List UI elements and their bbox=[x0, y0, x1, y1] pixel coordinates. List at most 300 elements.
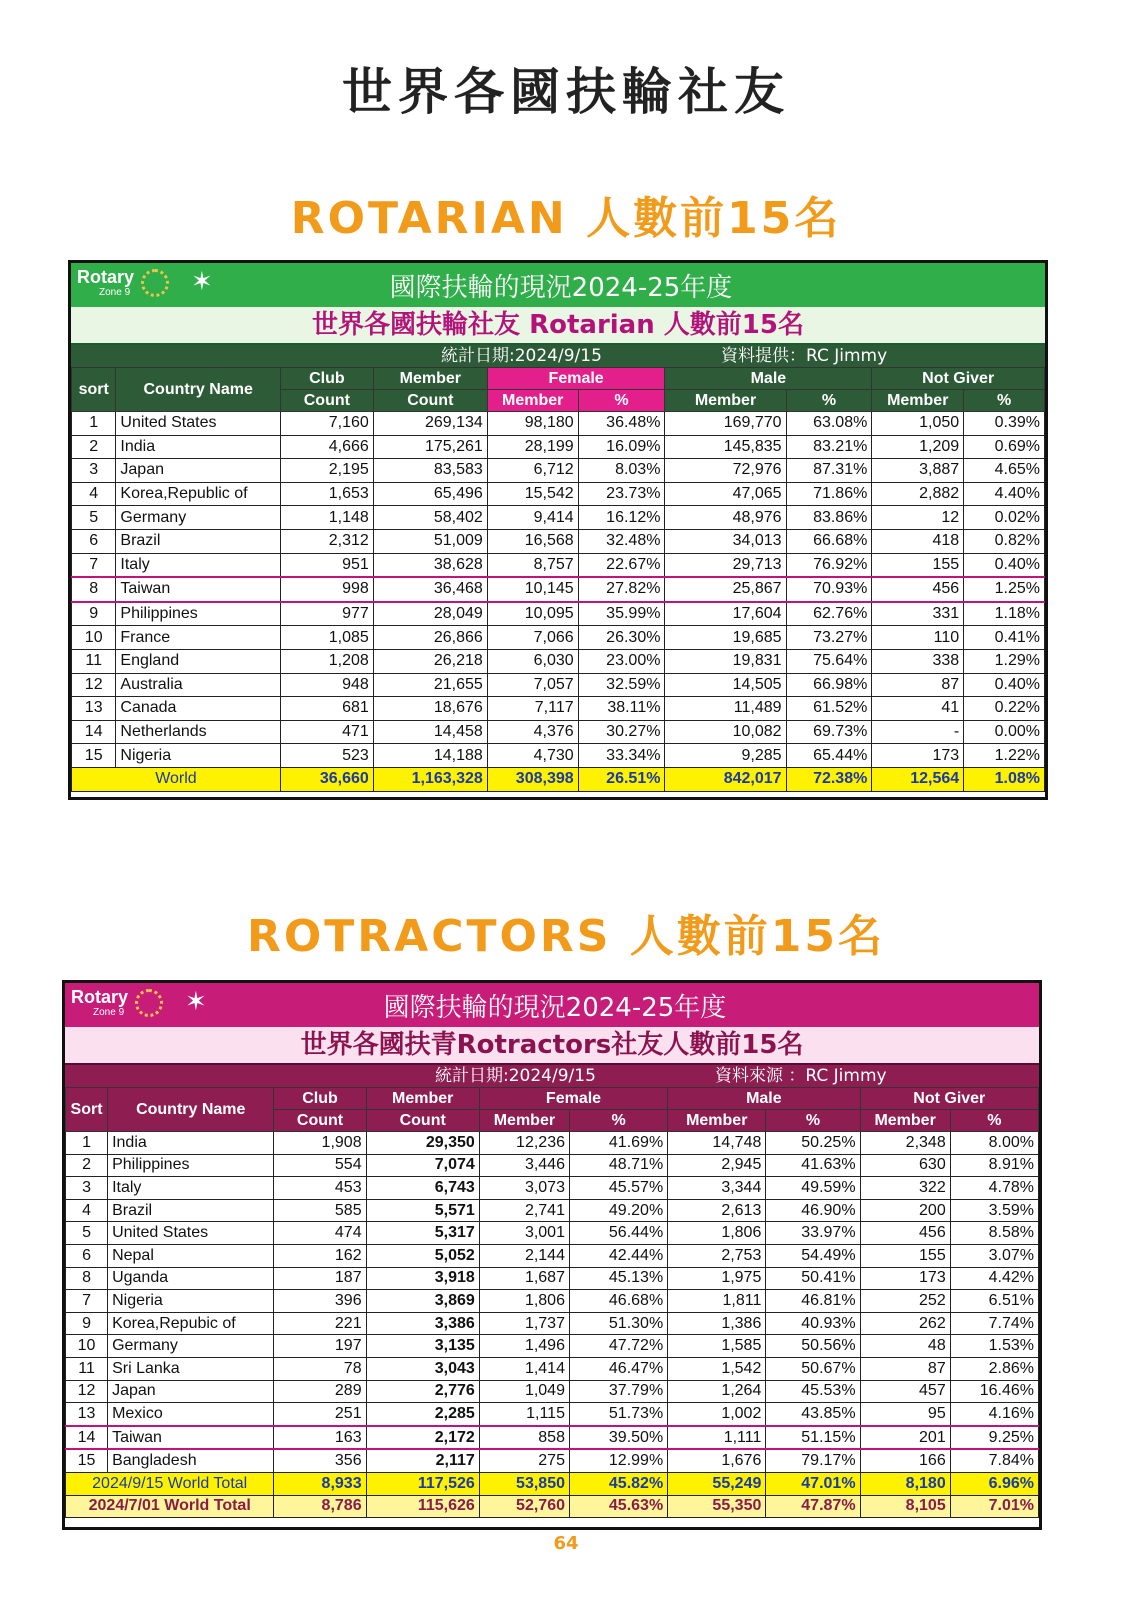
value-cell: 0.00% bbox=[964, 720, 1045, 744]
cell: 12,564 bbox=[872, 767, 964, 791]
value-cell: 12.99% bbox=[569, 1449, 667, 1472]
value-cell: 269,134 bbox=[373, 412, 487, 436]
value-cell: 28,049 bbox=[373, 602, 487, 626]
value-cell: 0.02% bbox=[964, 506, 1045, 530]
value-cell: 1,806 bbox=[479, 1290, 569, 1313]
rank-cell: 8 bbox=[66, 1267, 108, 1290]
col-club-count: Count bbox=[280, 390, 373, 412]
value-cell: 1,542 bbox=[668, 1357, 766, 1380]
value-cell: 155 bbox=[860, 1244, 950, 1267]
table-row bbox=[66, 1244, 1039, 1267]
value-cell: 1,264 bbox=[668, 1380, 766, 1403]
rotary-wheel-icon bbox=[135, 989, 163, 1017]
value-cell: 7.84% bbox=[950, 1449, 1038, 1472]
value-cell: 331 bbox=[872, 602, 964, 626]
rotarian-world-row bbox=[72, 767, 1045, 791]
cell: 55,350 bbox=[668, 1495, 766, 1518]
cell: 47.87% bbox=[766, 1495, 860, 1518]
value-cell: 173 bbox=[860, 1267, 950, 1290]
value-cell: 23.00% bbox=[578, 649, 665, 673]
value-cell: 33.34% bbox=[578, 744, 665, 768]
value-cell: 145,835 bbox=[665, 435, 786, 459]
value-cell: 22.67% bbox=[578, 553, 665, 577]
rotarian-subtitle: 世界各國扶輪社友 Rotarian 人數前15名 bbox=[71, 307, 1045, 345]
col-ng-member: Member bbox=[860, 1110, 950, 1132]
value-cell: 175,261 bbox=[373, 435, 487, 459]
value-cell: 3,887 bbox=[872, 459, 964, 483]
rotaract-table bbox=[65, 1087, 1039, 1518]
value-cell: 38,628 bbox=[373, 553, 487, 577]
table-row bbox=[66, 1357, 1039, 1380]
rank-cell: 6 bbox=[72, 529, 116, 553]
value-cell: 19,685 bbox=[665, 626, 786, 650]
value-cell: 66.68% bbox=[786, 529, 872, 553]
magic-star-icon: ✶ bbox=[185, 987, 207, 1017]
country-cell: Italy bbox=[108, 1177, 274, 1200]
rotaract-info-bar bbox=[65, 1065, 1039, 1087]
value-cell: 6,743 bbox=[366, 1177, 479, 1200]
value-cell: 43.85% bbox=[766, 1403, 860, 1426]
cell: World bbox=[72, 767, 281, 791]
country-cell: Australia bbox=[116, 673, 281, 697]
country-cell: India bbox=[108, 1132, 274, 1155]
value-cell: 4.42% bbox=[950, 1267, 1038, 1290]
value-cell: 163 bbox=[274, 1426, 366, 1450]
value-cell: 76.92% bbox=[786, 553, 872, 577]
value-cell: 1.22% bbox=[964, 744, 1045, 768]
value-cell: 34,013 bbox=[665, 529, 786, 553]
value-cell: 98,180 bbox=[487, 412, 578, 436]
value-cell: 3.59% bbox=[950, 1199, 1038, 1222]
value-cell: 1,975 bbox=[668, 1267, 766, 1290]
col-ng-member: Member bbox=[872, 390, 964, 412]
value-cell: 50.41% bbox=[766, 1267, 860, 1290]
value-cell: 58,402 bbox=[373, 506, 487, 530]
rank-cell: 12 bbox=[66, 1380, 108, 1403]
value-cell: 554 bbox=[274, 1154, 366, 1177]
rank-cell: 4 bbox=[66, 1199, 108, 1222]
col-male: Male bbox=[665, 368, 872, 390]
value-cell: 39.50% bbox=[569, 1426, 667, 1450]
rank-cell: 11 bbox=[72, 649, 116, 673]
rank-cell: 5 bbox=[72, 506, 116, 530]
value-cell: 83.86% bbox=[786, 506, 872, 530]
table-row bbox=[72, 697, 1045, 721]
value-cell: 0.39% bbox=[964, 412, 1045, 436]
col-club-count: Count bbox=[274, 1110, 366, 1132]
rotary-logo bbox=[71, 269, 197, 301]
value-cell: 66.98% bbox=[786, 673, 872, 697]
data-source: 資料來源 ：RC Jimmy bbox=[715, 1066, 887, 1086]
value-cell: 83,583 bbox=[373, 459, 487, 483]
stat-date: 統計日期:2024/9/15 bbox=[441, 346, 602, 366]
value-cell: 2,172 bbox=[366, 1426, 479, 1450]
value-cell: 28,199 bbox=[487, 435, 578, 459]
table-row bbox=[66, 1267, 1039, 1290]
value-cell: 87.31% bbox=[786, 459, 872, 483]
country-cell: France bbox=[116, 626, 281, 650]
country-cell: Italy bbox=[116, 553, 281, 577]
value-cell: 1,085 bbox=[280, 626, 373, 650]
rotaract-table-card bbox=[62, 980, 1042, 1530]
rank-cell: 2 bbox=[72, 435, 116, 459]
value-cell: 40.93% bbox=[766, 1312, 860, 1335]
rank-cell: 2 bbox=[66, 1154, 108, 1177]
country-cell: Canada bbox=[116, 697, 281, 721]
country-cell: Brazil bbox=[108, 1199, 274, 1222]
table-row bbox=[66, 1290, 1039, 1313]
value-cell: 2,945 bbox=[668, 1154, 766, 1177]
value-cell: 12 bbox=[872, 506, 964, 530]
value-cell: 162 bbox=[274, 1244, 366, 1267]
country-cell: Netherlands bbox=[116, 720, 281, 744]
value-cell: 8,757 bbox=[487, 553, 578, 577]
value-cell: 3,135 bbox=[366, 1335, 479, 1358]
value-cell: 289 bbox=[274, 1380, 366, 1403]
stat-date: 統計日期:2024/9/15 bbox=[435, 1066, 596, 1086]
value-cell: 14,505 bbox=[665, 673, 786, 697]
value-cell: 63.08% bbox=[786, 412, 872, 436]
value-cell: 32.48% bbox=[578, 529, 665, 553]
table-row bbox=[72, 720, 1045, 744]
value-cell: 2.86% bbox=[950, 1357, 1038, 1380]
value-cell: 45.53% bbox=[766, 1380, 860, 1403]
table-row bbox=[72, 673, 1045, 697]
zone-label: Zone 9 bbox=[99, 287, 131, 298]
cell: 2024/7/01 World Total bbox=[66, 1495, 274, 1518]
value-cell: 87 bbox=[860, 1357, 950, 1380]
table-row bbox=[66, 1426, 1039, 1450]
value-cell: 1,806 bbox=[668, 1222, 766, 1245]
value-cell: 12,236 bbox=[479, 1132, 569, 1155]
cell: 26.51% bbox=[578, 767, 665, 791]
value-cell: 16.09% bbox=[578, 435, 665, 459]
col-female-member: Member bbox=[479, 1110, 569, 1132]
rank-cell: 9 bbox=[66, 1312, 108, 1335]
value-cell: 356 bbox=[274, 1449, 366, 1472]
value-cell: 69.73% bbox=[786, 720, 872, 744]
value-cell: 75.64% bbox=[786, 649, 872, 673]
rotaract-header-band bbox=[65, 983, 1039, 1027]
zone-label: Zone 9 bbox=[93, 1007, 125, 1018]
value-cell: 2,348 bbox=[860, 1132, 950, 1155]
value-cell: 0.41% bbox=[964, 626, 1045, 650]
cell: 45.82% bbox=[569, 1472, 667, 1495]
value-cell: 456 bbox=[860, 1222, 950, 1245]
value-cell: 14,748 bbox=[668, 1132, 766, 1155]
value-cell: 1,585 bbox=[668, 1335, 766, 1358]
value-cell: 54.49% bbox=[766, 1244, 860, 1267]
table-row bbox=[66, 1222, 1039, 1245]
value-cell: 16.12% bbox=[578, 506, 665, 530]
country-cell: United States bbox=[108, 1222, 274, 1245]
value-cell: 1,653 bbox=[280, 482, 373, 506]
value-cell: 0.82% bbox=[964, 529, 1045, 553]
col-club: Club bbox=[280, 368, 373, 390]
value-cell: 6.51% bbox=[950, 1290, 1038, 1313]
table-row bbox=[72, 602, 1045, 626]
rank-cell: 14 bbox=[66, 1426, 108, 1450]
value-cell: 187 bbox=[274, 1267, 366, 1290]
value-cell: 8.03% bbox=[578, 459, 665, 483]
rotary-wheel-icon bbox=[141, 269, 169, 297]
value-cell: 275 bbox=[479, 1449, 569, 1472]
table-row bbox=[72, 482, 1045, 506]
value-cell: 2,613 bbox=[668, 1199, 766, 1222]
value-cell: 26.30% bbox=[578, 626, 665, 650]
table-row bbox=[66, 1449, 1039, 1472]
table-row bbox=[72, 649, 1045, 673]
value-cell: 83.21% bbox=[786, 435, 872, 459]
value-cell: 25,867 bbox=[665, 577, 786, 602]
table-row bbox=[72, 459, 1045, 483]
country-cell: Taiwan bbox=[108, 1426, 274, 1450]
rotary-logo-text: Rotary bbox=[77, 267, 135, 287]
value-cell: 62.76% bbox=[786, 602, 872, 626]
cell: 7.01% bbox=[950, 1495, 1038, 1518]
value-cell: 9,414 bbox=[487, 506, 578, 530]
value-cell: 7,066 bbox=[487, 626, 578, 650]
value-cell: 3,386 bbox=[366, 1312, 479, 1335]
value-cell: 1,148 bbox=[280, 506, 373, 530]
value-cell: 78 bbox=[274, 1357, 366, 1380]
col-not-giver: Not Giver bbox=[872, 368, 1045, 390]
rank-cell: 6 bbox=[66, 1244, 108, 1267]
col-not-giver: Not Giver bbox=[860, 1088, 1038, 1110]
country-cell: Sri Lanka bbox=[108, 1357, 274, 1380]
value-cell: 1,209 bbox=[872, 435, 964, 459]
country-cell: Mexico bbox=[108, 1403, 274, 1426]
rotarian-table bbox=[71, 367, 1045, 792]
col-male-member: Member bbox=[668, 1110, 766, 1132]
value-cell: 65,496 bbox=[373, 482, 487, 506]
value-cell: 252 bbox=[860, 1290, 950, 1313]
rank-cell: 11 bbox=[66, 1357, 108, 1380]
col-ng-pct: % bbox=[964, 390, 1045, 412]
value-cell: 49.59% bbox=[766, 1177, 860, 1200]
value-cell: 56.44% bbox=[569, 1222, 667, 1245]
country-cell: England bbox=[116, 649, 281, 673]
col-member-count: Member bbox=[373, 368, 487, 390]
value-cell: 977 bbox=[280, 602, 373, 626]
value-cell: 35.99% bbox=[578, 602, 665, 626]
value-cell: 169,770 bbox=[665, 412, 786, 436]
value-cell: 11,489 bbox=[665, 697, 786, 721]
value-cell: 16.46% bbox=[950, 1380, 1038, 1403]
value-cell: 262 bbox=[860, 1312, 950, 1335]
table-row bbox=[66, 1403, 1039, 1426]
value-cell: 32.59% bbox=[578, 673, 665, 697]
rank-cell: 12 bbox=[72, 673, 116, 697]
table-row bbox=[66, 1199, 1039, 1222]
value-cell: 1,737 bbox=[479, 1312, 569, 1335]
value-cell: 79.17% bbox=[766, 1449, 860, 1472]
table-row bbox=[72, 744, 1045, 768]
table-row bbox=[72, 412, 1045, 436]
rank-cell: 7 bbox=[66, 1290, 108, 1313]
value-cell: 7,160 bbox=[280, 412, 373, 436]
rotarian-header-title: 國際扶輪的現況2024-25年度 bbox=[389, 272, 733, 303]
value-cell: 200 bbox=[860, 1199, 950, 1222]
value-cell: 8.00% bbox=[950, 1132, 1038, 1155]
value-cell: 51.15% bbox=[766, 1426, 860, 1450]
value-cell: 1,908 bbox=[274, 1132, 366, 1155]
value-cell: 201 bbox=[860, 1426, 950, 1450]
value-cell: 21,655 bbox=[373, 673, 487, 697]
value-cell: 251 bbox=[274, 1403, 366, 1426]
value-cell: 41.69% bbox=[569, 1132, 667, 1155]
col-male-member: Member bbox=[665, 390, 786, 412]
rotaract-subtitle: 世界各國扶青Rotractors社友人數前15名 bbox=[65, 1027, 1039, 1065]
cell: 308,398 bbox=[487, 767, 578, 791]
country-cell: Korea,Repubic of bbox=[108, 1312, 274, 1335]
cell: 6.96% bbox=[950, 1472, 1038, 1495]
value-cell: 3,001 bbox=[479, 1222, 569, 1245]
col-female: Female bbox=[479, 1088, 667, 1110]
value-cell: 951 bbox=[280, 553, 373, 577]
value-cell: 71.86% bbox=[786, 482, 872, 506]
value-cell: 2,741 bbox=[479, 1199, 569, 1222]
cell: 36,660 bbox=[280, 767, 373, 791]
value-cell: 5,571 bbox=[366, 1199, 479, 1222]
value-cell: 0.69% bbox=[964, 435, 1045, 459]
value-cell: 998 bbox=[280, 577, 373, 602]
table-row bbox=[72, 506, 1045, 530]
value-cell: 29,350 bbox=[366, 1132, 479, 1155]
rotary-logo-text: Rotary bbox=[71, 987, 129, 1007]
value-cell: 18,676 bbox=[373, 697, 487, 721]
value-cell: 3,869 bbox=[366, 1290, 479, 1313]
col-member-count-2: Count bbox=[373, 390, 487, 412]
value-cell: 1,811 bbox=[668, 1290, 766, 1313]
value-cell: 1.53% bbox=[950, 1335, 1038, 1358]
value-cell: 0.22% bbox=[964, 697, 1045, 721]
table-row bbox=[66, 1177, 1039, 1200]
col-sort: sort bbox=[72, 368, 116, 412]
value-cell: 10,095 bbox=[487, 602, 578, 626]
value-cell: 155 bbox=[872, 553, 964, 577]
rotarian-section-title: ROTARIAN 人數前15名 bbox=[290, 193, 842, 244]
country-cell: Korea,Republic of bbox=[116, 482, 281, 506]
value-cell: 2,144 bbox=[479, 1244, 569, 1267]
value-cell: 1.18% bbox=[964, 602, 1045, 626]
value-cell: 1,050 bbox=[872, 412, 964, 436]
value-cell: 1,414 bbox=[479, 1357, 569, 1380]
value-cell: 2,753 bbox=[668, 1244, 766, 1267]
value-cell: 51.73% bbox=[569, 1403, 667, 1426]
value-cell: 65.44% bbox=[786, 744, 872, 768]
col-country: Country Name bbox=[116, 368, 281, 412]
value-cell: 19,831 bbox=[665, 649, 786, 673]
col-female-member: Member bbox=[487, 390, 578, 412]
rank-cell: 9 bbox=[72, 602, 116, 626]
value-cell: 16,568 bbox=[487, 529, 578, 553]
value-cell: 1,496 bbox=[479, 1335, 569, 1358]
value-cell: 9.25% bbox=[950, 1426, 1038, 1450]
country-cell: Nigeria bbox=[108, 1290, 274, 1313]
value-cell: 0.40% bbox=[964, 673, 1045, 697]
country-cell: United States bbox=[116, 412, 281, 436]
value-cell: 1,676 bbox=[668, 1449, 766, 1472]
rotarian-table-card bbox=[68, 260, 1048, 800]
value-cell: 72,976 bbox=[665, 459, 786, 483]
magic-star-icon: ✶ bbox=[191, 267, 213, 297]
value-cell: 681 bbox=[280, 697, 373, 721]
value-cell: 47.72% bbox=[569, 1335, 667, 1358]
table-row bbox=[72, 553, 1045, 577]
rank-cell: 7 bbox=[72, 553, 116, 577]
value-cell: 14,458 bbox=[373, 720, 487, 744]
value-cell: 322 bbox=[860, 1177, 950, 1200]
value-cell: 48 bbox=[860, 1335, 950, 1358]
value-cell: 51.30% bbox=[569, 1312, 667, 1335]
country-cell: Germany bbox=[116, 506, 281, 530]
value-cell: 5,052 bbox=[366, 1244, 479, 1267]
value-cell: 33.97% bbox=[766, 1222, 860, 1245]
value-cell: 6,712 bbox=[487, 459, 578, 483]
value-cell: 1,049 bbox=[479, 1380, 569, 1403]
cell: 45.63% bbox=[569, 1495, 667, 1518]
value-cell: 2,285 bbox=[366, 1403, 479, 1426]
rotaract-section-title: ROTRACTORS 人數前15名 bbox=[246, 911, 886, 962]
col-female-pct: % bbox=[569, 1110, 667, 1132]
value-cell: 50.25% bbox=[766, 1132, 860, 1155]
value-cell: 51,009 bbox=[373, 529, 487, 553]
country-cell: Germany bbox=[108, 1335, 274, 1358]
col-country: Country Name bbox=[108, 1088, 274, 1132]
cell: 115,626 bbox=[366, 1495, 479, 1518]
value-cell: 2,195 bbox=[280, 459, 373, 483]
value-cell: 41.63% bbox=[766, 1154, 860, 1177]
value-cell: 46.68% bbox=[569, 1290, 667, 1313]
col-ng-pct: % bbox=[950, 1110, 1038, 1132]
country-cell: India bbox=[116, 435, 281, 459]
table-row bbox=[72, 626, 1045, 650]
rotary-logo bbox=[65, 989, 191, 1021]
value-cell: 221 bbox=[274, 1312, 366, 1335]
col-member-count-2: Count bbox=[366, 1110, 479, 1132]
value-cell: 1,208 bbox=[280, 649, 373, 673]
value-cell: 46.81% bbox=[766, 1290, 860, 1313]
value-cell: 45.13% bbox=[569, 1267, 667, 1290]
value-cell: 48.71% bbox=[569, 1154, 667, 1177]
value-cell: 4,730 bbox=[487, 744, 578, 768]
value-cell: 2,312 bbox=[280, 529, 373, 553]
cell: 8,933 bbox=[274, 1472, 366, 1495]
col-male: Male bbox=[668, 1088, 860, 1110]
country-cell: Brazil bbox=[116, 529, 281, 553]
country-cell: Nepal bbox=[108, 1244, 274, 1267]
rank-cell: 3 bbox=[66, 1177, 108, 1200]
value-cell: 46.90% bbox=[766, 1199, 860, 1222]
cell: 1,163,328 bbox=[373, 767, 487, 791]
rank-cell: 15 bbox=[66, 1449, 108, 1472]
value-cell: 5,317 bbox=[366, 1222, 479, 1245]
value-cell: 73.27% bbox=[786, 626, 872, 650]
value-cell: 48,976 bbox=[665, 506, 786, 530]
rank-cell: 1 bbox=[72, 412, 116, 436]
value-cell: 70.93% bbox=[786, 577, 872, 602]
value-cell: 4,376 bbox=[487, 720, 578, 744]
value-cell: 630 bbox=[860, 1154, 950, 1177]
page-number: 64 bbox=[553, 1533, 579, 1554]
value-cell: 6,030 bbox=[487, 649, 578, 673]
value-cell: 3,918 bbox=[366, 1267, 479, 1290]
col-sort: Sort bbox=[66, 1088, 108, 1132]
country-cell: Philippines bbox=[108, 1154, 274, 1177]
value-cell: 1.29% bbox=[964, 649, 1045, 673]
data-source: 資料提供：RC Jimmy bbox=[721, 346, 888, 366]
